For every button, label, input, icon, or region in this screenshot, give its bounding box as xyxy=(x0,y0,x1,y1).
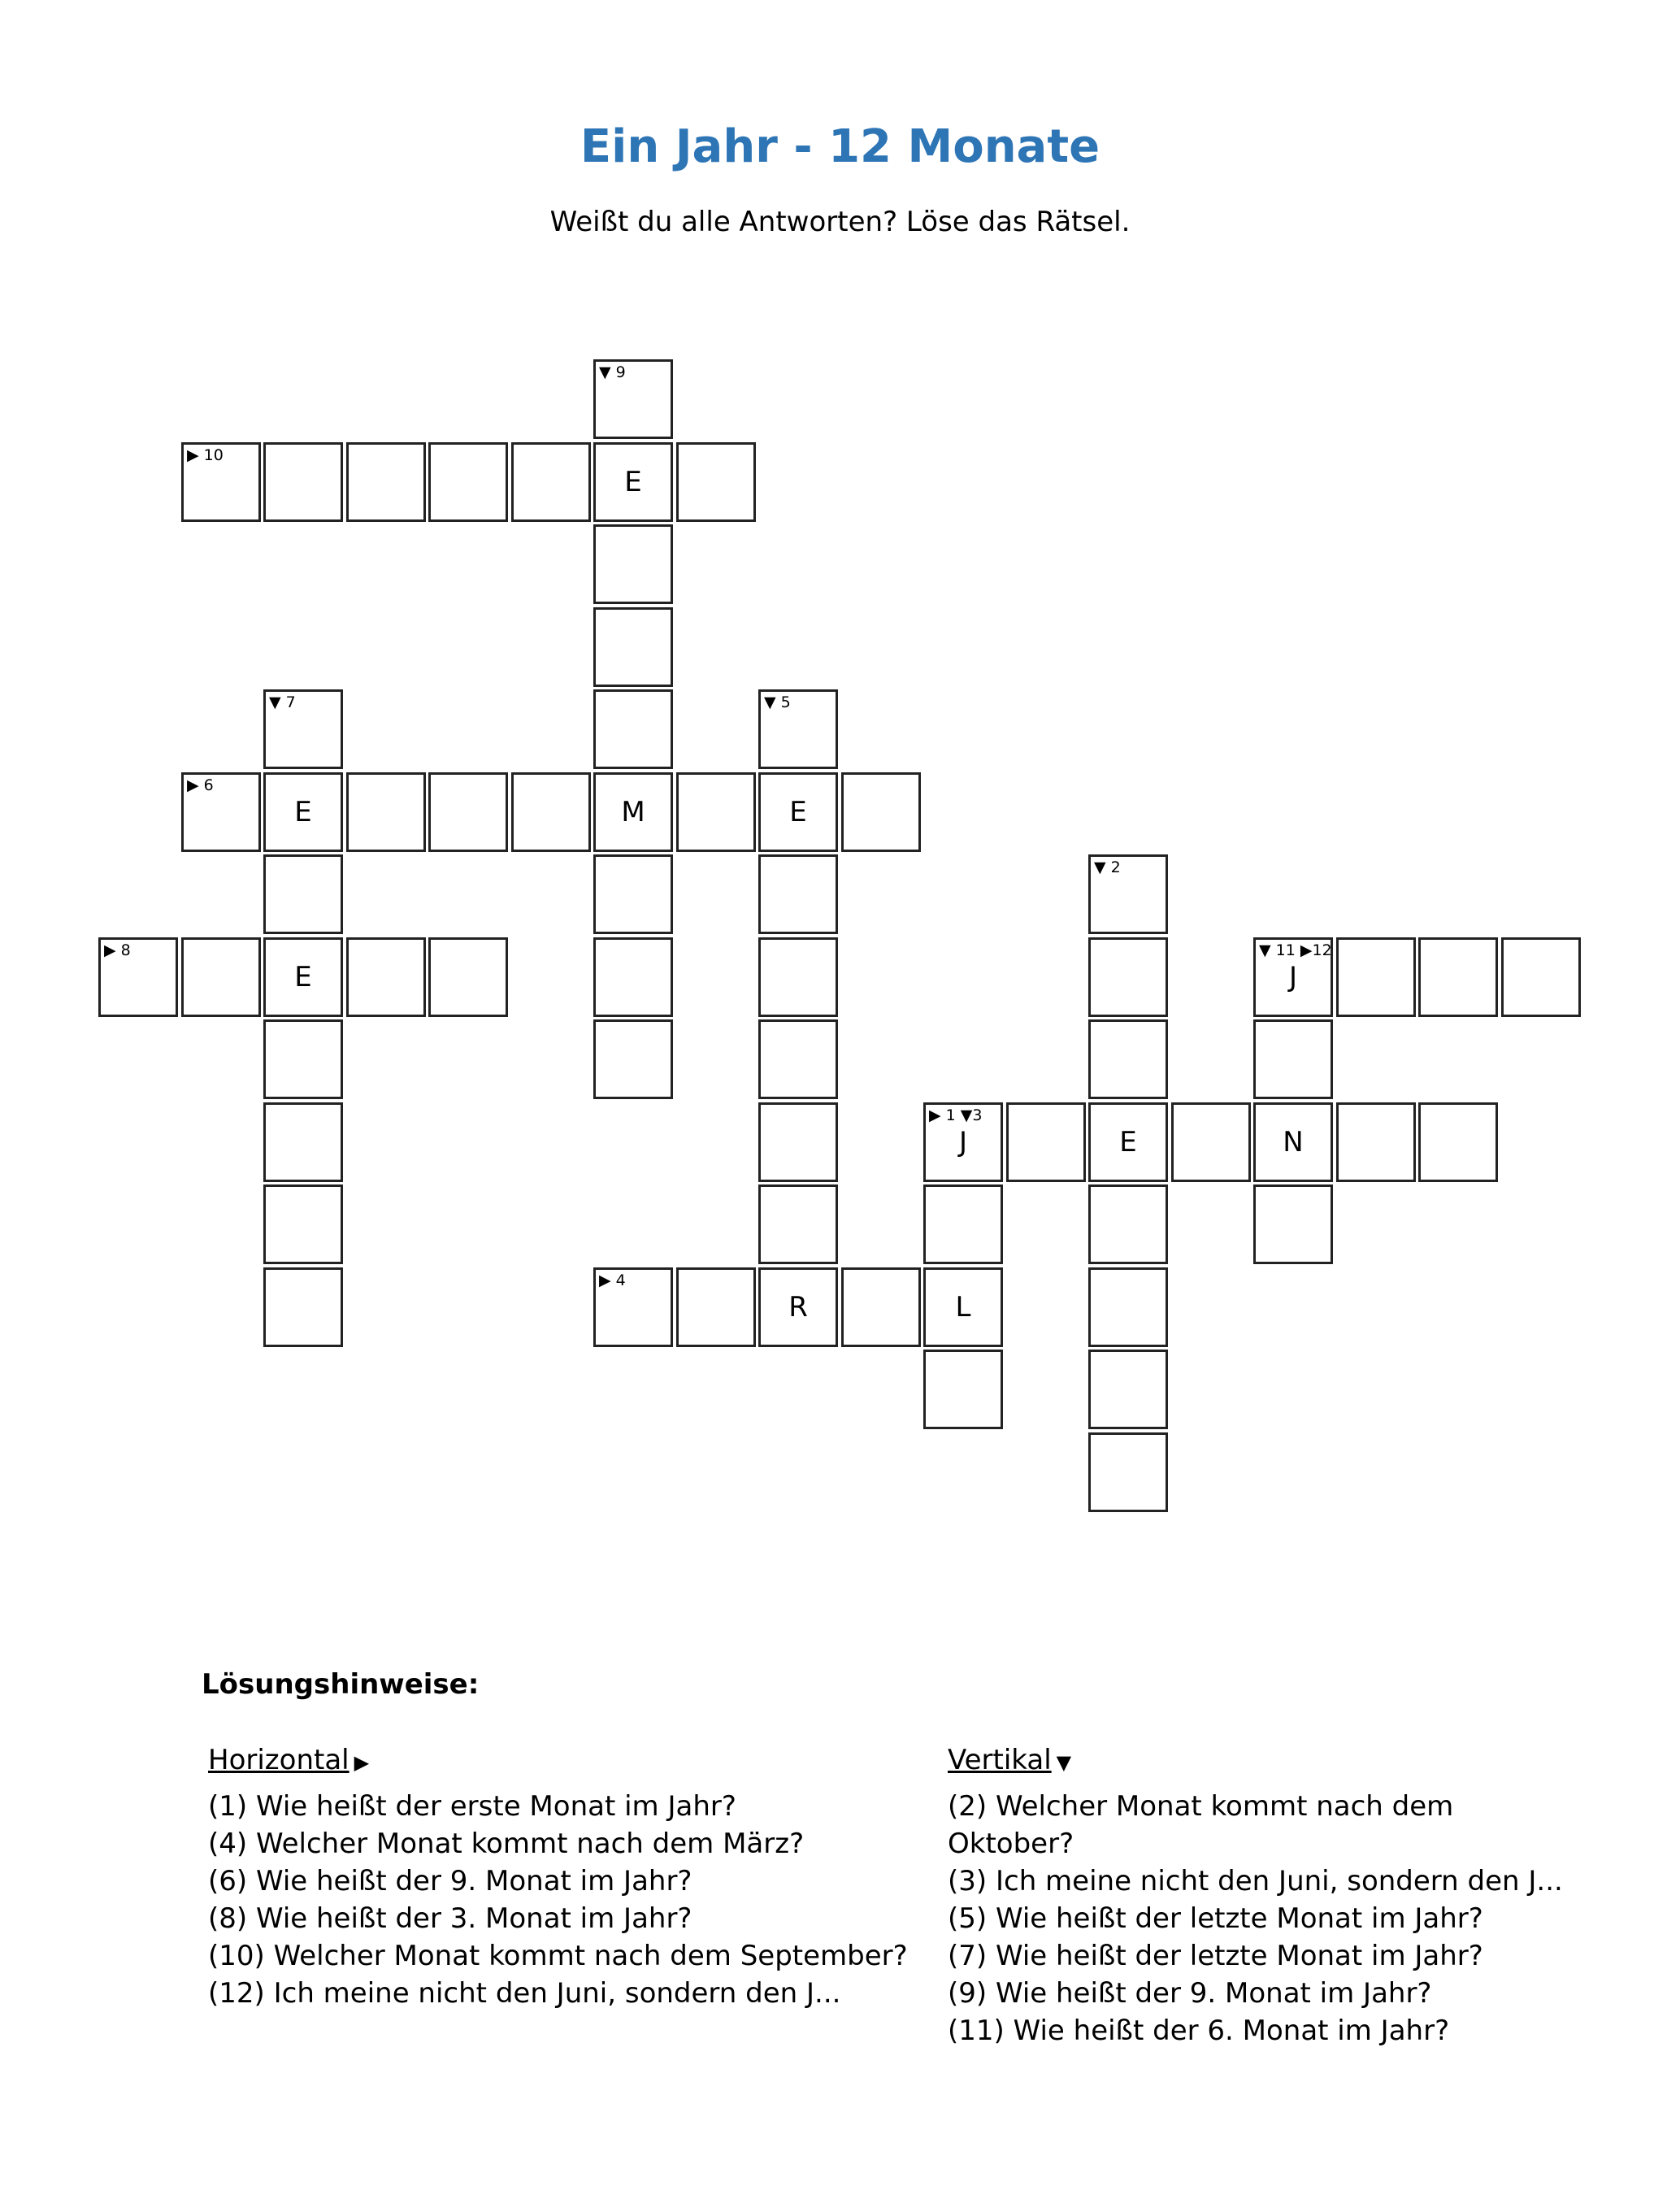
crossword-cell[interactable] xyxy=(758,1102,838,1182)
clue-vertical-7: (7) Wie heißt der letzte Monat im Jahr? xyxy=(948,1940,1483,1972)
crossword-cell[interactable] xyxy=(346,937,426,1017)
clue-vertical-5: (5) Wie heißt der letzte Monat im Jahr? xyxy=(948,1902,1483,1935)
clue-number: ▼ 11 ▶12 xyxy=(1259,941,1332,959)
clue-horizontal-8: (8) Wie heißt der 3. Monat im Jahr? xyxy=(208,1902,692,1935)
crossword-cell[interactable] xyxy=(1336,937,1416,1017)
crossword-cell[interactable] xyxy=(676,772,756,852)
clue-horizontal-12: (12) Ich meine nicht den Juni, sondern den J... xyxy=(208,1977,841,2010)
crossword-cell[interactable] xyxy=(428,442,508,522)
crossword-cell[interactable] xyxy=(923,1102,1003,1182)
crossword-cell[interactable] xyxy=(428,772,508,852)
crossword-cell[interactable] xyxy=(1501,937,1581,1017)
crossword-cell[interactable] xyxy=(181,772,261,852)
crossword-cell[interactable] xyxy=(841,772,921,852)
crossword-cell[interactable] xyxy=(263,854,343,934)
clue-vertical-11: (11) Wie heißt der 6. Monat im Jahr? xyxy=(948,2015,1450,2047)
clue-horizontal-10: (10) Welcher Monat kommt nach dem September? xyxy=(208,1940,908,1972)
clue-number: ▶ 10 xyxy=(187,446,224,464)
crossword-cell[interactable] xyxy=(1088,854,1168,934)
crossword-cell[interactable] xyxy=(923,1267,1003,1347)
given-letter: M xyxy=(621,796,645,828)
clue-number: ▶ 1 ▼3 xyxy=(929,1106,983,1124)
clue-vertical-2-cont: Oktober? xyxy=(948,1828,1074,1860)
crossword-cell[interactable] xyxy=(593,1267,673,1347)
crossword-cell[interactable] xyxy=(346,442,426,522)
crossword-cell[interactable] xyxy=(511,772,591,852)
given-letter: N xyxy=(1283,1126,1304,1158)
clue-vertical-9: (9) Wie heißt der 9. Monat im Jahr? xyxy=(948,1977,1432,2010)
crossword-cell[interactable] xyxy=(1253,1102,1333,1182)
horizontal-clues xyxy=(208,1741,940,2012)
vertical-clues xyxy=(948,1741,1614,2049)
crossword-cell[interactable] xyxy=(1418,937,1498,1017)
crossword-cell[interactable] xyxy=(263,1102,343,1182)
vertical-label: Vertikal xyxy=(948,1744,1052,1776)
clue-number: ▼ 7 xyxy=(269,693,296,711)
given-letter: E xyxy=(624,466,642,498)
crossword-cell[interactable] xyxy=(758,772,838,852)
crossword-cell[interactable] xyxy=(758,689,838,769)
crossword-cell[interactable] xyxy=(758,854,838,934)
crossword-cell[interactable] xyxy=(1418,1102,1498,1182)
crossword-cell[interactable] xyxy=(263,1019,343,1099)
crossword-cell[interactable] xyxy=(676,442,756,522)
crossword-cell[interactable] xyxy=(181,442,261,522)
crossword-cell[interactable] xyxy=(593,607,673,687)
crossword-cell[interactable] xyxy=(1336,1102,1416,1182)
crossword-cell[interactable] xyxy=(1006,1102,1086,1182)
crossword-cell[interactable] xyxy=(1088,1350,1168,1429)
crossword-cell[interactable] xyxy=(1088,1102,1168,1182)
clue-vertical-3: (3) Ich meine nicht den Juni, sondern den J... xyxy=(948,1865,1563,1897)
clue-horizontal-6: (6) Wie heißt der 9. Monat im Jahr? xyxy=(208,1865,692,1897)
crossword-cell[interactable] xyxy=(98,937,178,1017)
arrow-down-icon: ▼ xyxy=(1056,1751,1072,1774)
crossword-cell[interactable] xyxy=(1253,937,1333,1017)
crossword-cell[interactable] xyxy=(511,442,591,522)
page-subtitle: Weißt du alle Antworten? Löse das Rätsel. xyxy=(549,206,1131,238)
crossword-cell[interactable] xyxy=(346,772,426,852)
crossword-cell[interactable] xyxy=(593,772,673,852)
given-letter: E xyxy=(294,961,312,993)
clue-number: ▼ 2 xyxy=(1094,858,1121,876)
given-letter: R xyxy=(788,1291,808,1324)
crossword-cell[interactable] xyxy=(1253,1184,1333,1264)
given-letter: E xyxy=(1119,1126,1137,1158)
given-letter: J xyxy=(1288,961,1298,993)
crossword-cell[interactable] xyxy=(428,937,508,1017)
vertical-heading xyxy=(948,1741,1614,1781)
crossword-cell[interactable] xyxy=(923,1350,1003,1429)
crossword-cell[interactable] xyxy=(593,442,673,522)
crossword-cell[interactable] xyxy=(263,442,343,522)
clue-number: ▶ 6 xyxy=(187,776,214,794)
crossword-cell[interactable] xyxy=(1088,1019,1168,1099)
crossword-cell[interactable] xyxy=(758,1019,838,1099)
crossword-cell[interactable] xyxy=(676,1267,756,1347)
clue-number: ▼ 9 xyxy=(599,363,626,381)
crossword-cell[interactable] xyxy=(593,854,673,934)
crossword-cell[interactable] xyxy=(758,1267,838,1347)
crossword-cell[interactable] xyxy=(1088,1432,1168,1512)
crossword-cell[interactable] xyxy=(263,1184,343,1264)
crossword-cell[interactable] xyxy=(263,937,343,1017)
arrow-right-icon: ▶ xyxy=(354,1751,370,1774)
crossword-cell[interactable] xyxy=(263,689,343,769)
crossword-cell[interactable] xyxy=(1253,1019,1333,1099)
crossword-cell[interactable] xyxy=(758,1184,838,1264)
crossword-cell[interactable] xyxy=(923,1184,1003,1264)
crossword-cell[interactable] xyxy=(263,1267,343,1347)
horizontal-heading xyxy=(208,1741,940,1781)
crossword-cell[interactable] xyxy=(593,689,673,769)
given-letter: E xyxy=(789,796,807,828)
horizontal-label: Horizontal xyxy=(208,1744,349,1776)
given-letter: J xyxy=(958,1126,968,1158)
clue-number: ▶ 4 xyxy=(599,1271,626,1289)
crossword-cell[interactable] xyxy=(263,772,343,852)
crossword-cell[interactable] xyxy=(1171,1102,1251,1182)
given-letter: E xyxy=(294,796,312,828)
crossword-cell[interactable] xyxy=(593,524,673,604)
crossword-cell[interactable] xyxy=(1088,1267,1168,1347)
crossword-cell[interactable] xyxy=(593,1019,673,1099)
hints-heading: Lösungshinweise: xyxy=(202,1668,480,1701)
crossword-cell[interactable] xyxy=(593,359,673,439)
crossword-cell[interactable] xyxy=(593,937,673,1017)
crossword-cell[interactable] xyxy=(1088,1184,1168,1264)
clue-vertical-2: (2) Welcher Monat kommt nach dem xyxy=(948,1790,1454,1823)
clue-number: ▶ 8 xyxy=(104,941,131,959)
clue-horizontal-4: (4) Welcher Monat kommt nach dem März? xyxy=(208,1828,805,1860)
given-letter: L xyxy=(955,1291,971,1324)
crossword-cell[interactable] xyxy=(758,937,838,1017)
clue-horizontal-1: (1) Wie heißt der erste Monat im Jahr? xyxy=(208,1790,736,1823)
crossword-cell[interactable] xyxy=(841,1267,921,1347)
page-title: Ein Jahr - 12 Monate xyxy=(580,120,1100,173)
crossword-cell[interactable] xyxy=(181,937,261,1017)
crossword-cell[interactable] xyxy=(1088,937,1168,1017)
clue-number: ▼ 5 xyxy=(764,693,791,711)
